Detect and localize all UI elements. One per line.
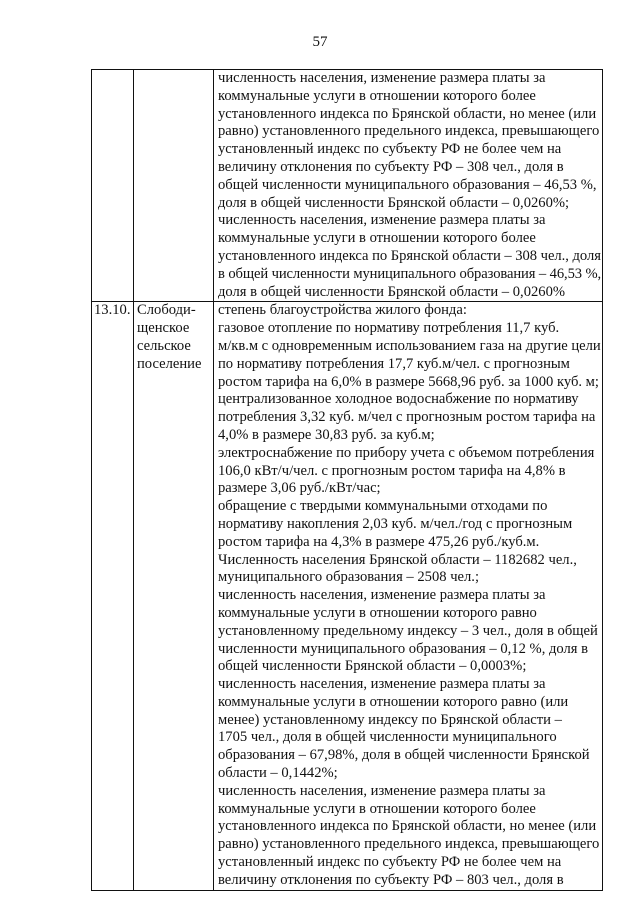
- settlement-name-line: Слободи-: [137, 302, 196, 319]
- description-line: установленного индекса по Брянской области, но менее (или: [218, 105, 597, 122]
- description-line: в общей численности муниципального образования – 46,53 %,: [218, 265, 602, 282]
- page-number: 57: [312, 34, 328, 50]
- description-line: образования – 67,98%, доля в общей численности Брянской: [218, 747, 590, 764]
- description-line: численность населения, изменение размера платы за: [218, 587, 546, 604]
- description-cell: [214, 70, 603, 302]
- description-line: 4,0% в размере 30,83 руб. за куб.м;: [218, 426, 435, 443]
- description-line: равно) установленного предельного индекса, превышающего: [218, 836, 600, 853]
- description-line: области – 0,1442%;: [218, 765, 338, 782]
- description-line: 1705 чел., доля в общей численности муниципального: [218, 729, 557, 746]
- description-line: численность населения, изменение размера платы за: [218, 676, 546, 693]
- description-line: установленного индекса по Брянской области – 308 чел., доля: [218, 247, 601, 264]
- description-line: численности муниципального образования – 0,12 %, доля в: [218, 640, 589, 657]
- description-line: потребления 3,32 куб. м/чел с прогнозным ростом тарифа на: [218, 409, 596, 426]
- row-number-cell: [92, 302, 134, 890]
- table-body: [92, 70, 603, 891]
- description-line: муниципального образования – 2508 чел.;: [218, 569, 480, 586]
- table-row: [92, 70, 603, 302]
- description-line: централизованное холодное водоснабжение по нормативу: [218, 391, 579, 408]
- description-line: общей численности Брянской области – 0,0003%;: [218, 658, 527, 675]
- settlement-name-line: сельское: [137, 337, 191, 354]
- settlement-name-line: щенское: [137, 320, 190, 337]
- description-line: численность населения, изменение размера платы за: [218, 782, 546, 799]
- description-line: общей численности муниципального образования – 46,53 %,: [218, 176, 597, 193]
- description-line: численность населения, изменение размера платы за: [218, 212, 546, 229]
- table-row: [92, 302, 603, 890]
- description-line: коммунальные услуги в отношении которого равно: [218, 604, 537, 621]
- description-line: доля в общей численности Брянской области – 0,0260%;: [218, 194, 570, 211]
- description-line: по нормативу потребления 17,7 куб.м/чел. с прогнозным: [218, 355, 570, 372]
- settlement-name-cell: [134, 70, 214, 302]
- description-line: электроснабжение по прибору учета с объемом потребления: [218, 444, 595, 461]
- description-line: м/кв.м с одновременным использованием газа на другие цели: [218, 337, 601, 354]
- description-line: доля в общей численности Брянской области – 0,0260%: [218, 283, 566, 300]
- description-line: ростом тарифа на 4,3% в размере 475,26 руб./куб.м.: [218, 533, 540, 550]
- description-line: установленного индекса по Брянской области, но менее (или: [218, 818, 597, 835]
- description-line: коммунальные услуги в отношении которого равно (или: [218, 693, 569, 710]
- description-line: обращение с твердыми коммунальными отходами по: [218, 498, 548, 515]
- description-line: установленный индекс по субъекту РФ не более чем на: [218, 854, 562, 871]
- description-line: коммунальные услуги в отношении которого более: [218, 87, 536, 104]
- description-cell: [214, 302, 603, 890]
- document-table: [91, 69, 603, 891]
- description-line: установленный индекс по субъекту РФ не более чем на: [218, 141, 562, 158]
- row-number: 13.10.: [94, 302, 131, 319]
- description-line: равно) установленного предельного индекса, превышающего: [218, 123, 600, 140]
- description-line: коммунальные услуги в отношении которого более: [218, 230, 536, 247]
- description-line: степень благоустройства жилого фонда:: [218, 302, 467, 319]
- description-line: величину отклонения по субъекту РФ – 803 чел., доля в: [218, 871, 564, 888]
- description-line: установленному предельному индексу – 3 чел., доля в общей: [218, 622, 598, 639]
- description-line: нормативу накопления 2,03 куб. м/чел./год с прогнозным: [218, 515, 573, 532]
- row-number-cell: [92, 70, 134, 302]
- settlement-name-line: поселение: [137, 355, 202, 372]
- description-line: менее) установленному индексу по Брянской области –: [218, 711, 562, 728]
- description-line: численность населения, изменение размера платы за: [218, 70, 546, 86]
- description-line: 106,0 кВт/ч/чел. с прогнозным ростом тарифа на 4,8% в: [218, 462, 566, 479]
- description-line: величину отклонения по субъекту РФ – 308 чел., доля в: [218, 158, 564, 175]
- description-line: размере 3,06 руб./кВт/час;: [218, 480, 381, 497]
- description-line: газовое отопление по нормативу потребления 11,7 куб.: [218, 320, 560, 337]
- description-line: Численность населения Брянской области – 1182682 чел.,: [218, 551, 577, 568]
- settlement-name-cell: [134, 302, 214, 890]
- description-line: ростом тарифа на 6,0% в размере 5668,96 руб. за 1000 куб. м;: [218, 373, 599, 390]
- description-line: коммунальные услуги в отношении которого более: [218, 800, 536, 817]
